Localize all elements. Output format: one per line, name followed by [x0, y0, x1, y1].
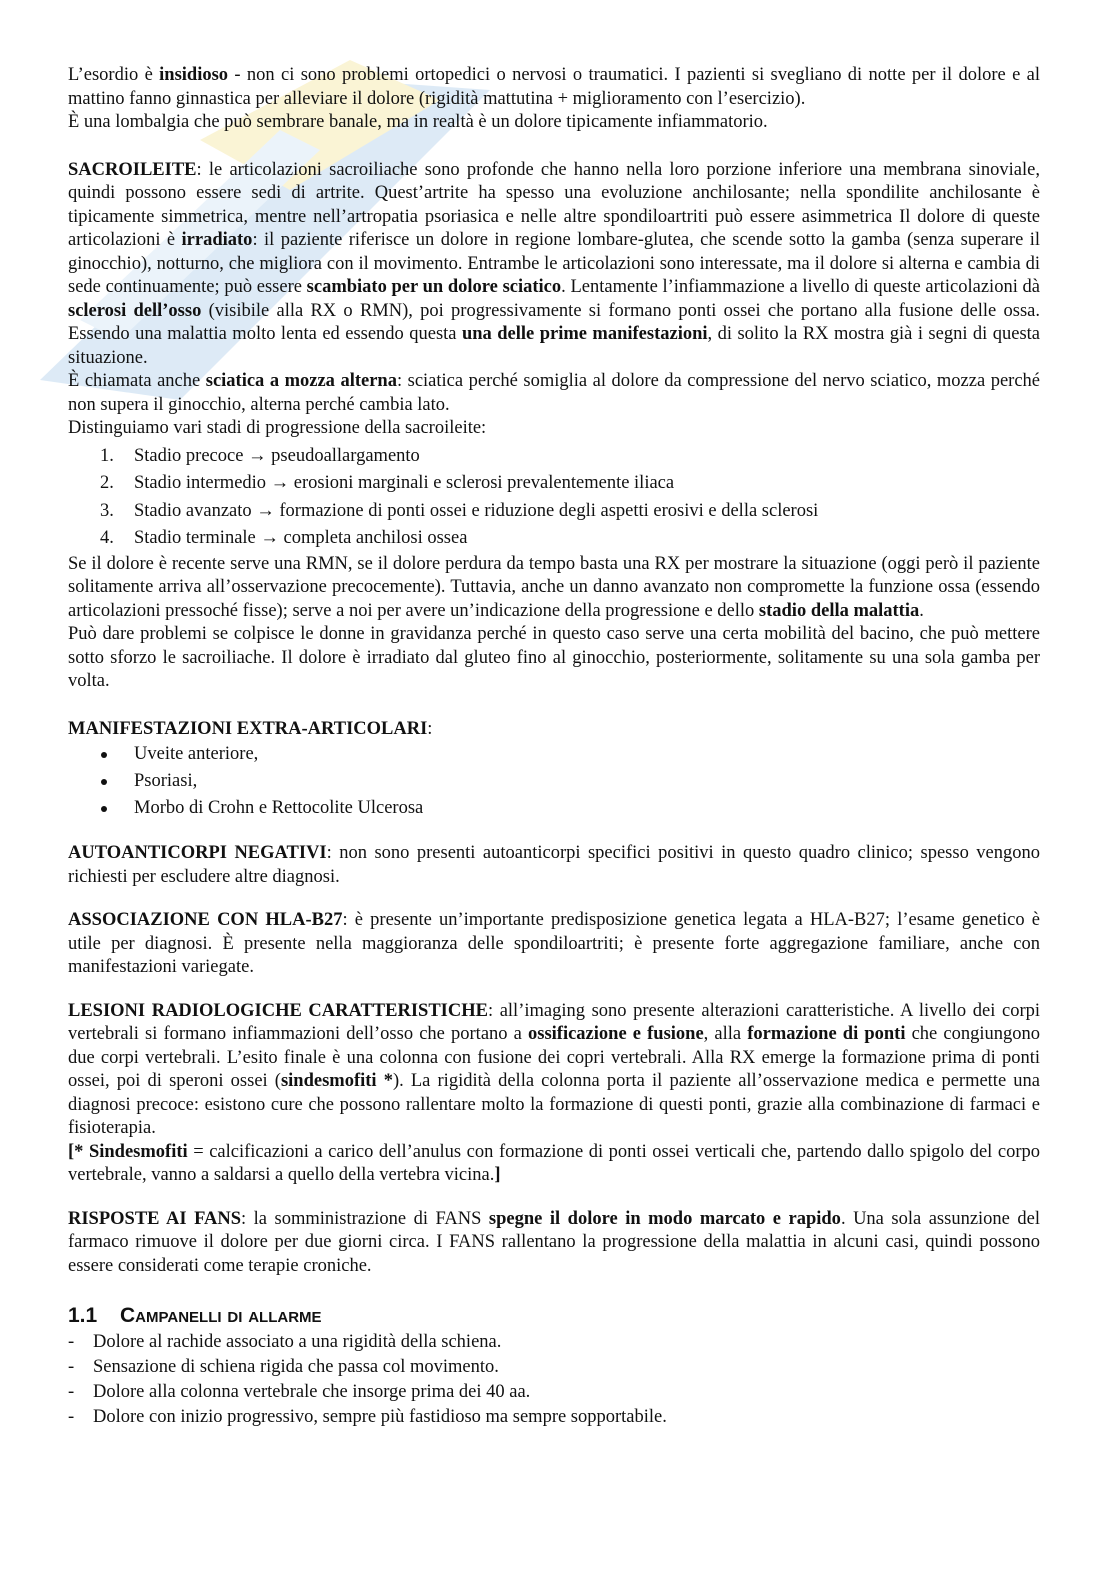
extra-articolari-heading: MANIFESTAZIONI EXTRA-ARTICOLARI:	[68, 718, 433, 739]
list-item: 4. Stadio terminale → completa anchilosi ossea	[100, 528, 468, 548]
sacroileite-paragraph: SACROILEITE: le articolazioni sacroiliache sono profonde che hanno nella loro porzione inferiore una membrana sinoviale, quindi possono essere sedi di artrite. Quest’artrite ha spesso una evoluzione anchilosante; nella spondilite anchilosante è tipicamente simmetrica, mentre nell’artropatia psoriasica e nelle altre spondiloartriti può essere asimmetrica Il dolore di queste articolazioni è irradiato: il paziente riferisce un dolore in regione lombare-glutea, che scende sotto la gamba (senza superare il ginocchio), notturno, che migliora con il movimento. Entrambe le articolazioni sono interessate, ma il dolore si alterna e cambia di sede continuamente; può essere scambiato per un dolore sciatico. Lentamente l’infiammazione a livello di queste articolazioni dà sclerosi dell’osso (visibile alla RX o RMN), poi progressivamente si formano ponti ossei che portano alla fusione delle ossa. Essendo una malattia molto lenta ed essendo questa una delle prime manifestazioni, di solito la RX mostra già i segni di questa situazione.	[68, 159, 1041, 368]
extra-articolari-list	[68, 741, 1040, 822]
document-page	[68, 64, 1040, 1430]
list-item: - Dolore alla colonna vertebrale che insorge prima dei 40 aa.	[68, 1382, 531, 1402]
lesioni-paragraph: LESIONI RADIOLOGICHE CARATTERISTICHE: all’imaging sono presente alterazioni caratteristiche. A livello dei corpi vertebrali si formano infiammazioni dell’osso che portano a ossificazione e fusione, alla formazione di ponti che congiungono due corpi vertebrali. L’esito finale è una colonna con fusione dei copri vertebrali. Alla RX emerge la formazione prima di ponti ossei, poi di speroni ossei (sindesmofiti *). La rigidità della colonna porta il paziente all’osservazione medica e permette una diagnosi precoce: esistono cure che possono rallentare molto la formazione di questi ponti, grazie alla combinazione di farmaci e fisioterapia.	[68, 1000, 1041, 1138]
list-item: Morbo di Crohn e Rettocolite Ulcerosa	[68, 795, 1040, 822]
list-item: Uveite anteriore,	[68, 741, 1040, 768]
bullet-icon	[101, 806, 107, 812]
list-item: 1. Stadio precoce → pseudoallargamento	[100, 445, 420, 466]
list-item: - Dolore al rachide associato a una rigidità della schiena.	[68, 1332, 502, 1352]
list-item: 3. Stadio avanzato → formazione di ponti ossei e riduzione degli aspetti erosivi e della sclerosi	[100, 500, 819, 521]
bullet-icon	[101, 779, 107, 785]
stages-list	[68, 443, 1040, 553]
gravidanza-paragraph: Può dare problemi se colpisce le donne in gravidanza perché in questo caso serve una certa mobilità del bacino, che può mettere sotto sforzo le sacroiliache. Il dolore è irradiato dal gluteo fino al ginocchio, posteriormente, solitamente su una sola gamba per volta.	[68, 624, 1040, 691]
stadi-intro: Distinguiamo vari stadi di progressione della sacroileite:	[68, 418, 487, 438]
rmn-paragraph: Se il dolore è recente serve una RMN, se il dolore perdura da tempo basta una RX per mostrare la situazione (oggi però il paziente solitamente arriva all’osservazione precocemente). Tuttavia, anche un danno avanzato non compromette la funzione ossa (essendo articolazioni pressoché fisse); serve a noi per avere un’indicazione della progressione e dello stadio della malattia.	[68, 553, 1040, 621]
sciatica-paragraph: È chiamata anche sciatica a mozza alterna: sciatica perché somiglia al dolore da compressione del nervo sciatico, mozza perché non supera il ginocchio, alterna perché cambia lato.	[68, 371, 1040, 415]
intro-paragraph-2: È una lombalgia che può sembrare banale, ma in realtà è un dolore tipicamente infiammatorio.	[68, 112, 768, 132]
hla-paragraph: ASSOCIAZIONE CON HLA-B27: è presente un’importante predisposizione genetica legata a HLA-B27; l’esame genetico è utile per diagnosi. È presente nella maggioranza delle spondiloartriti; è presente forte aggregazione familiare, anche con manifestazioni variegate.	[68, 910, 1040, 977]
list-item: - Sensazione di schiena rigida che passa col movimento.	[68, 1357, 499, 1377]
list-item: 2. Stadio intermedio → erosioni marginali e sclerosi prevalentemente iliaca	[100, 473, 675, 493]
bullet-icon	[101, 752, 107, 758]
list-item: Psoriasi,	[68, 768, 1040, 795]
fans-paragraph: RISPOSTE AI FANS: la somministrazione di FANS spegne il dolore in modo marcato e rapido. Una sola assunzione del farmaco rimuove il dolore per due giorni circa. I FANS rallentano la progressione della malattia in alcuni casi, quindi possono essere considerati come terapie croniche.	[68, 1208, 1041, 1276]
allarme-list	[68, 1330, 1040, 1430]
autoanticorpi-paragraph: AUTOANTICORPI NEGATIVI: non sono presenti autoanticorpi specifici positivi in questo quadro clinico; spesso vengono richiesti per escludere altre diagnosi.	[68, 843, 1040, 887]
section-heading: 1.1 Campanelli di allarme	[68, 1304, 322, 1327]
sindesmofiti-note: [* Sindesmofiti = calcificazioni a carico dell’anulus con formazione di ponti ossei verticali che, partendo dallo spigolo del corpo vertebrale, vanno a saldarsi a quello della vertebra vicina.]	[68, 1141, 1041, 1185]
intro-paragraph-1: L’esordio è insidioso - non ci sono problemi ortopedici o nervosi o traumatici. I pazienti si svegliano di notte per il dolore e al mattino fanno ginnastica per alleviare il dolore (rigidità mattutina + miglioramento con l’esercizio).	[68, 65, 1040, 109]
list-item: - Dolore con inizio progressivo, sempre più fastidioso ma sempre sopportabile.	[68, 1407, 667, 1427]
